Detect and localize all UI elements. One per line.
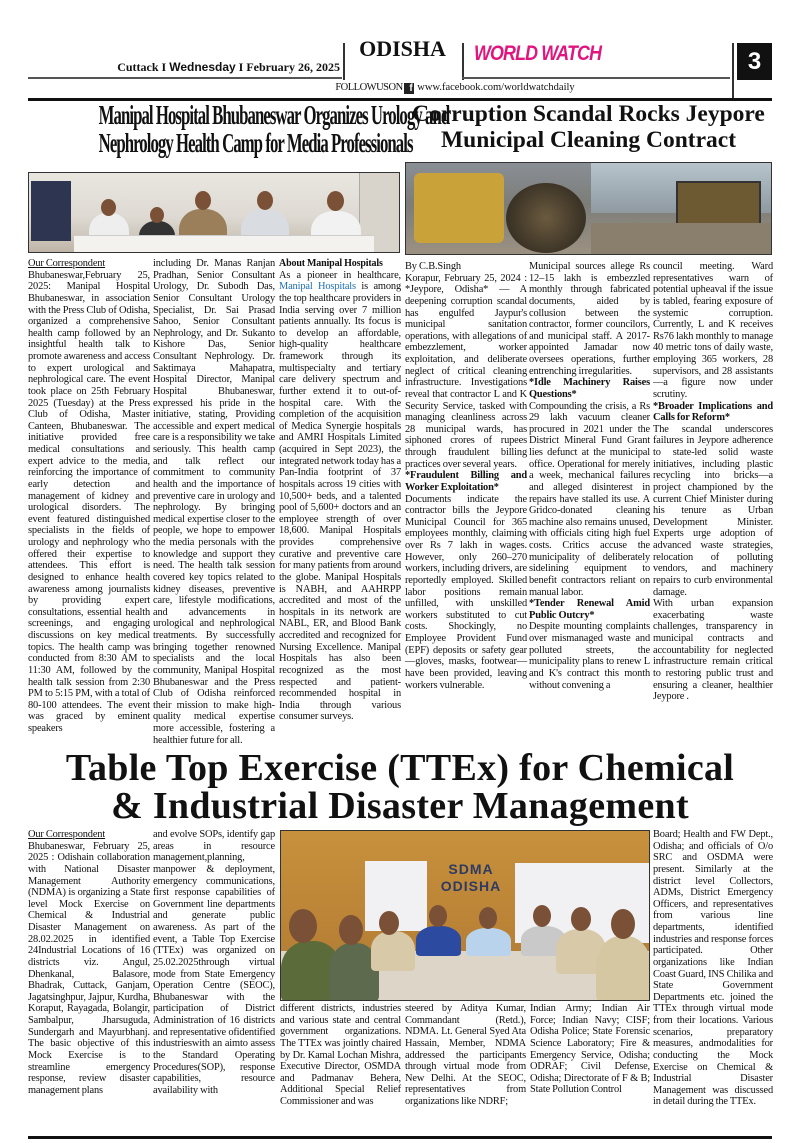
ttex-col-6 xyxy=(653,829,773,1108)
follow-us xyxy=(180,82,730,94)
dateline: Cuttack I Wednesday I February 26, 2025 xyxy=(117,60,340,74)
manipal-headline xyxy=(28,100,450,158)
body-text xyxy=(279,270,401,723)
subheading: *Fraudulent Billing and Worker Exploitation* xyxy=(405,470,527,493)
headline-line: Municipal Cleaning Contract xyxy=(440,127,737,153)
jeypore-headline xyxy=(405,101,772,153)
jeypore-col-3 xyxy=(653,261,773,703)
person xyxy=(289,909,317,943)
body-text: Despite mounting complaints over mismanaged waste and polluted streets, the municipality plans to renew L and K's contract this month without convening a xyxy=(529,621,650,691)
sdma-meeting-photo xyxy=(280,830,650,1001)
text: is among the top healthcare providers in India serving over 7 million patients annually. Its focus is to develop an affordable, high-quality healthcare framework through its multispecialty and tertiary care delivery spectrum and further extend it to out-of-hospital care. With the completion of the acquisition of Medica Synergie hospitals and AMRI Hospitals Limited (acquired in Sept 2023), the integrated network today has a Pan-India footprint of 37 hospitals across 19 cities with 10,500+ beds, and a talented pool of 5,600+ doctors and an employee strength of over 18,600. Manipal Hospitals provides comprehensive curative and preventive care for many patients from around the globe. Manipal Hospitals is NABH, and AAHRPP accredited and most of the hospitals in its network are NABL, ER, and Blood Bank accredited and recognized for Nursing Excellence. Manipal Hospitals has also been recognized as the most respected and patient-recommended hospital in India through various consumer surveys. xyxy=(279,281,401,723)
body-text: Compounding the crisis, a Rs 29 lakh vacuum cleaner procured in 2021 under the District Mineral Fund Grant lies defunct at the municipal office. Operational for merely a week, mechanical failures and alleged disinterest in repairs have stalled its use. A Gridco-donated cleaning machine also remains unused, with officials citing high fuel costs. Critics accuse the municipality of deliberately sidelining equipment to benefit contractors reliant on manual labor. xyxy=(529,400,650,598)
follow-label: FOLLOWUSON xyxy=(335,82,403,93)
body-text: Bhubaneswar,February 25, 2025: Manipal Hospital Bhubaneswar, in association with the Press Club of Odisha, organized a comprehensive health camp followed by an insightful health talk to promote awareness and access to expert urological and nephrological care. The event took place on 25th February 2025 (Tuesday) at the Press Club of Odisha, Master Canteen, Bhubaneswar. The initiative provided free medical consultations and expert advice to the media, reinforcing the importance of early detection and management of kidney and urological disorders. The event featured distinguished specialists in the fields of urology and nephrology who offered their expertise to attendees. This effort is designed to enhance health awareness among journalists by providing expert consultations, essential health screenings, and engaging discussions on key medical topics. The health camp was conducted from 8:30 AM to 11:30 AM, followed by the health talk session from 2:30 PM to 5:15 PM, with a total of 80-100 attendees. The event was graced by eminent speakers xyxy=(28,269,150,734)
body-text: Documents indicate the contractor bills the Jeypore Municipal Council for 365 employees monthly, claiming over Rs 7 lakh in wages. However, only 260–270 workers, including drivers, are reportedly employed. Skilled labor positions remain unfilled, with unskilled workers substituted to cut costs. Shockingly, no Employee Provident Fund (EPF) deposits or safety gear—gloves, masks, footwear—have been provided, leaving workers vulnerable. xyxy=(405,493,527,691)
facebook-link[interactable]: www.facebook.com/worldwatchdaily xyxy=(417,82,575,93)
body-text: Korapur, February 25, 2024 : *Jeypore, Odisha* — A deepening corruption scandal has engulfed Jaypur's municipal sanitation operations, with allegations of embezzlement, worker exploitation, and deliberate neglect of critical cleaning infrastructure. Investigations reveal that contractor L and K Security Service, tasked with managing cleanliness across 28 municipal wards, has siphoned crores of rupees through fraudulent billing practices over several years. xyxy=(405,272,527,470)
headline-line: Manipal Hospital Bhubaneswar Organizes Urology and xyxy=(98,100,450,130)
body-text: With urban expansion exacerbating waste challenges, transparency in municipal contracts and accountability for neglected infrastructure remain critical to restoring public trust and ensuring a cleaner, healthier Jeypore . xyxy=(653,598,773,703)
person xyxy=(327,191,344,211)
world-watch-logo: WORLD WATCH xyxy=(474,42,602,65)
byline: Our Correspondent xyxy=(28,829,106,840)
person xyxy=(150,207,164,223)
headline-line: & Industrial Disaster Management xyxy=(111,785,689,827)
ttex-col-2 xyxy=(153,829,275,1096)
person xyxy=(257,191,273,210)
truck xyxy=(676,181,761,226)
rule xyxy=(462,77,730,79)
rule xyxy=(28,77,342,79)
health-camp-photo xyxy=(28,172,400,253)
issue-date: February 26, 2025 xyxy=(246,60,340,74)
ttex-col-1 xyxy=(28,829,150,1096)
table xyxy=(74,235,374,253)
manipal-col-1 xyxy=(28,258,150,735)
body-text: The scandal underscores failures in Jeypore adherence to state-led solid waste initiatives, including plastic recycling into bricks—a project championed by the current Chief Minister during his tenure as Urban Development Minister. Experts urge adoption of advanced waste strategies, relocation of polluting vendors, and machinery repairs to curb environmental damage. xyxy=(653,423,773,598)
byline: Our Correspondent xyxy=(28,258,106,269)
body-text: Municipal sources allege Rs 12–15 lakh is embezzled monthly through fabricated documents, aided by collusion between the contractor, former councilors, and municipal staff. A 2017-appointed Jamadar now oversees operations, further entrenching irregularities. xyxy=(529,261,650,377)
ttex-col-5 xyxy=(530,1003,650,1096)
person xyxy=(101,199,116,216)
body-text: and evolve SOPs, identify gap areas in resource management,planning, manpower & deployment, emergency communications, first response capabilities of Government line departments and generate public awareness. As part of the event, a Table Top Exercise (TTEx) was organized on 25.02.2025through virtual mode from State Emergency Operation Centre (SEOC), Bhubaneswar with the participation of District Administration of 16 districts and representative ofidentified industrieswith an aimto assess the Standard Operating Procedures(SOP), response capabilities, resource availability with xyxy=(153,829,275,1096)
manipal-hospitals-link[interactable]: Manipal Hospitals xyxy=(279,281,356,293)
ttex-col-4 xyxy=(405,1003,526,1108)
person xyxy=(339,915,363,945)
facebook-icon: f xyxy=(404,83,414,94)
manipal-col-3 xyxy=(279,258,401,723)
footer-rule xyxy=(28,1136,772,1139)
headline-line: Table Top Exercise (TTEx) for Chemical xyxy=(65,747,735,789)
banner xyxy=(31,181,71,241)
person xyxy=(379,911,399,935)
body-text: different districts, industries and various state and central government organizations. The TTEx was jointly chaired by Dr. Kamal Lochan Mishra, Executive Director, OSMDA and Padmanav Behera, Additional Special Relief Commissioner and was xyxy=(280,1003,401,1107)
person xyxy=(371,931,415,971)
person xyxy=(571,907,591,931)
city: Cuttack xyxy=(117,60,159,74)
body-text: Bhubaneswar, February 25, 2025 : Odishain collaboration with National Disaster Management Authority (NDMA) is organizing a State level Mock Exercise on Chemical & Industrial Disaster Management on 28.02.2025 in identified 24Industrial Locations of 16 districts viz. Angul, Dhenkanal, Balasore, Bhadrak, Cuttack, Ganjam, Jagatsinghpur, Jajpur, Kurdha, Koraput, Rayagada, Bolangir, Sambalpur, Jharsuguda, Sundergarh and Mayurbhanj. The basic objective of this Mock Exercise is to streamline emergency response, review disaster management plans xyxy=(28,840,150,1096)
person xyxy=(479,907,497,929)
jeypore-col-2 xyxy=(529,261,650,691)
subheading: *Broader Implications and Calls for Reform* xyxy=(653,400,773,424)
person xyxy=(466,928,511,956)
byline: By C.B.Singh xyxy=(405,261,461,272)
headline-line: Corruption Scandal Rocks Jeypore xyxy=(412,101,765,127)
ground xyxy=(591,223,772,255)
subheading: *Idle Machinery Raises Questions* xyxy=(529,377,650,400)
ttex-col-3 xyxy=(280,1003,401,1108)
person xyxy=(533,905,551,927)
body-text: council meeting. Ward representatives warn of potential upheaval if the issue is tabled, fearing exposure of systemic corruption. Currently, L and K receives Rs76 lakh monthly to manage 40 metric tons of daily waste, employing 365 workers, 28 supervisors, and 28 assistants—a figure now under scrutiny. xyxy=(653,261,773,400)
subheading: *Tender Renewal Amid Public Outcry* xyxy=(529,598,650,621)
body-text: including Dr. Manas Ranjan Pradhan, Senior Consultant Urology, Dr. Subodh Das, Senior Consultant Urology Specialist, Dr. Sai Prasad Sahoo, Senior Consultant Nephrology, and Dr. Sukanto Kishore Das, Senior Consultant Nephrology. Dr. Saktimaya Mahapatra, Hospital Director, Manipal Hospital Bhubaneswar, expressed his pride in the initiative, stating, Providing accessible and expert medical care is a responsibility we take seriously. This health camp and talk reflect our commitment to community health and the importance of preventive care in urology and nephrology. By bringing medical expertise closer to the people, we hope to empower the media personals with the knowledge and support they need. The health talk session covered key topics related to kidney diseases, preventive care, lifestyle modifications, and advancements in urological and nephrological treatments. By successfully bringing together renowned specialists and the local community, Manipal Hospital Bhubaneswar and the Press Club of Odisha reinforced their mission to make high-quality medical expertise more accessible, fostering a healthier future for all. xyxy=(153,258,275,746)
person xyxy=(596,936,650,1001)
divider xyxy=(462,43,464,80)
page-number: 3 xyxy=(737,43,772,80)
body-text: steered by Aditya Kumar, Commandant (Retd.), NDMA. Lt. General Syed Ata Hassain, Member, NDMA addressed the participants through virtual mode from New Delhi. At the SEOC, representatives from organizations like NDRF; xyxy=(405,1003,526,1107)
person xyxy=(416,926,461,956)
about-heading: About Manipal Hospitals xyxy=(279,258,383,269)
manipal-col-2 xyxy=(153,258,275,746)
headline-line: Nephrology Health Camp for Media Professionals xyxy=(98,128,413,158)
ttex-headline xyxy=(20,749,780,825)
person xyxy=(195,191,211,210)
section-title: ODISHA xyxy=(359,36,446,61)
brush-roller xyxy=(506,183,586,253)
person xyxy=(429,905,447,927)
body-text: Board; Health and FW Dept., Odisha; and officials of O/o SRC and OSDMA were present. Similarly at the district level Collectors, ADMs, District Emergency Officers, and representatives from various line departments, identified industries and response forces participated. Other organizations like Indian Coast Guard, INS Chilika and State Government Departments etc. joined the TTEx through virtual mode from their locations. Various scenarios, preparatory measures, andmodalities for conducting the Mock Exercise on Chemical & Industrial Disaster Management was discussed in detail during the TTEx. xyxy=(653,829,773,1108)
divider xyxy=(732,43,734,99)
yellow-machine xyxy=(414,173,504,243)
weekday: Wednesday xyxy=(169,60,236,74)
jeypore-col-1 xyxy=(405,261,527,691)
person xyxy=(611,909,635,939)
sdma-sign: SDMA ODISHA xyxy=(440,861,502,894)
machinery-photo xyxy=(405,162,772,255)
body-text: Indian Army; Indian Air Force; Indian Navy; CISF; Odisha Police; State Forensic Science Laboratory; Fire & Emergency Service, Odisha; ODRAF; Civil Defense, Odisha; Directorate of F & B; State Pollution Control xyxy=(530,1003,650,1096)
text: As a pioneer in healthcare, xyxy=(279,269,401,281)
